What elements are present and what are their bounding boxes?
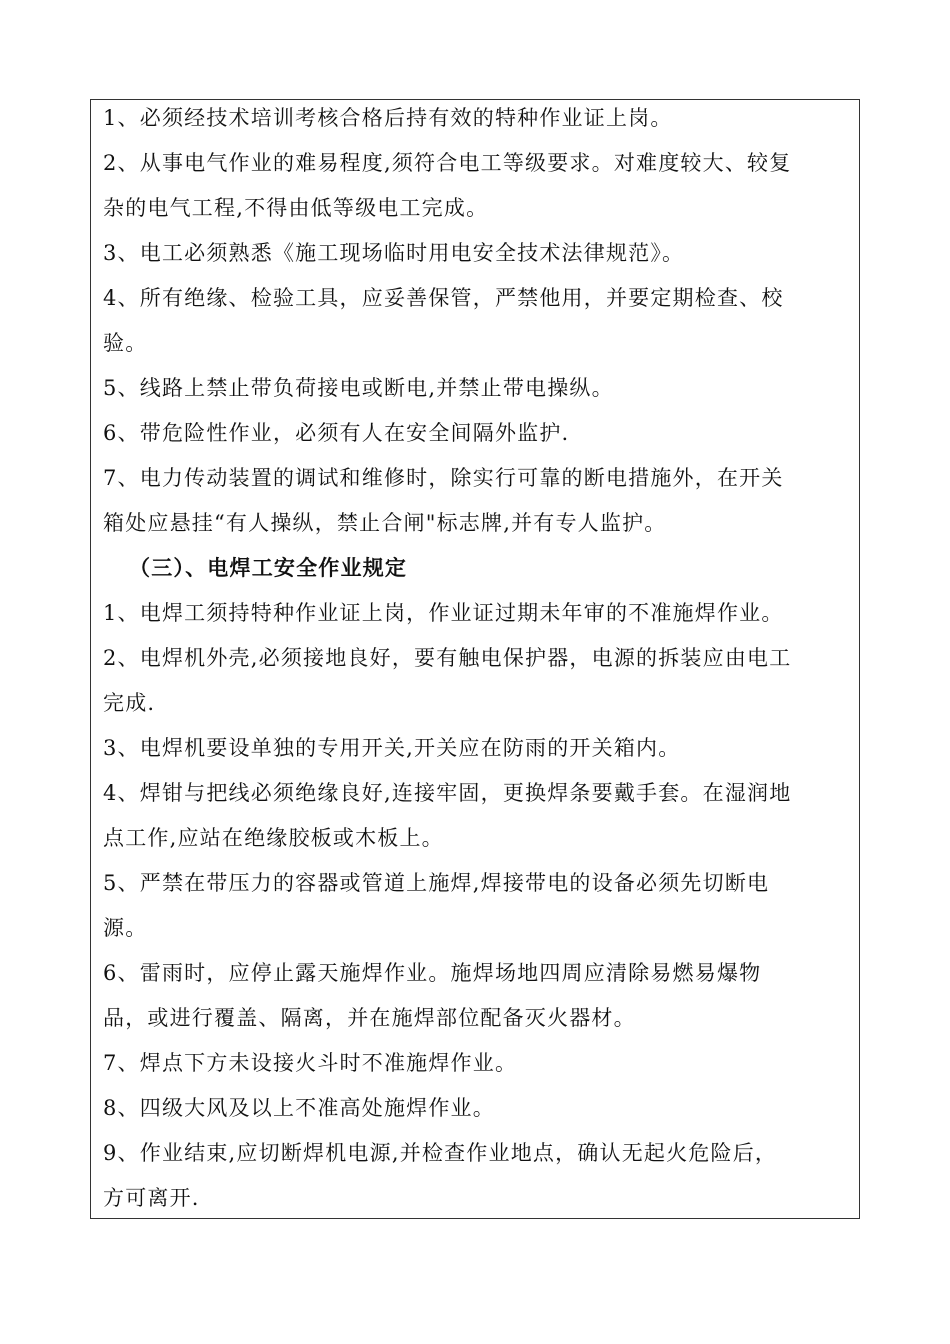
text-line: 9、作业结束,应切断焊机电源,并检查作业地点，确认无起火危险后， [103,1141,778,1165]
text-line: 1、必须经技术培训考核合格后持有效的特种作业证上岗。 [103,106,673,130]
text-line: 5、严禁在带压力的容器或管道上施焊,焊接带电的设备必须先切断电 [103,871,770,895]
text-line: 7、焊点下方未设接火斗时不准施焊作业。 [103,1051,518,1075]
text-line: 2、从事电气作业的难易程度,须符合电工等级要求。对难度较大、较复 [103,151,792,175]
regulations-table-cell [90,99,860,1219]
text-line: 4、焊钳与把线必须绝缘良好,连接牢固，更换焊条要戴手套。在湿润地 [103,781,792,805]
text-line: 杂的电气工程,不得由低等级电工完成。 [103,196,489,220]
text-line: 4、所有绝缘、检验工具，应妥善保管，严禁他用，并要定期检查、校 [103,286,784,310]
text-line: 2、电焊机外壳,必须接地良好，要有触电保护器，电源的拆装应由电工 [103,646,792,670]
text-line: 点工作,应站在绝缘胶板或木板上。 [103,826,444,850]
text-line: 3、电焊机要设单独的专用开关,开关应在防雨的开关箱内。 [103,736,681,760]
text-line: 方可离开. [103,1186,200,1210]
text-line: 源。 [103,916,148,940]
text-line: 6、带危险性作业，必须有人在安全间隔外监护. [103,421,570,445]
text-line: 6、雷雨时，应停止露天施焊作业。施焊场地四周应清除易燃易爆物 [103,961,762,985]
text-line: 8、四级大风及以上不准高处施焊作业。 [103,1096,495,1120]
section-heading: （三）、电焊工安全作业规定 [129,556,408,580]
text-line: 3、电工必须熟悉《施工现场临时用电安全技术法律规范》。 [103,241,685,265]
text-line: 1、电焊工须持特种作业证上岗，作业证过期未年审的不准施焊作业。 [103,601,784,625]
text-line: 箱处应悬挂“有人操纵，禁止合闸"标志牌,并有专人监护。 [103,511,667,535]
text-line: 5、线路上禁止带负荷接电或断电,并禁止带电操纵。 [103,376,614,400]
text-line: 完成. [103,691,156,715]
text-line: 验。 [103,331,148,355]
text-line: 7、电力传动装置的调试和维修时，除实行可靠的断电措施外，在开关 [103,466,784,490]
text-line: 品，或进行覆盖、隔离，并在施焊部位配备灭火器材。 [103,1006,636,1030]
